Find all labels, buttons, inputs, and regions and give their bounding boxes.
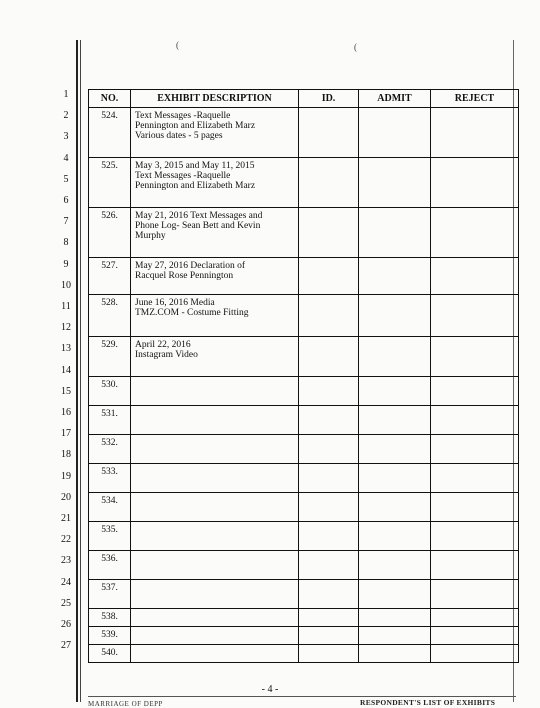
reject-cell [431,493,519,522]
reject-cell [431,108,519,158]
description-line: Text Messages -Raquelle [135,171,231,181]
exhibit-description [131,493,299,522]
line-number: 1 [63,89,69,100]
admit-cell [359,108,431,158]
admit-cell [359,435,431,464]
exhibit-number: 527. [89,258,131,295]
exhibit-number: 524. [89,108,131,158]
table-row [89,627,519,645]
admit-cell [359,580,431,609]
description-line: May 27, 2016 Declaration of [135,261,246,271]
exhibit-number: 530. [89,377,131,406]
line-number: 15 [61,385,71,397]
line-number: 11 [61,301,71,312]
line-number: 4 [63,152,69,164]
exhibit-number: 531. [89,406,131,435]
exhibit-number: 536. [89,551,131,580]
footer-case-name: MARRIAGE OF DEPP [88,700,163,708]
id-cell [299,108,359,158]
table-row [89,645,519,663]
line-number: 9 [63,258,69,270]
id-cell [299,580,359,609]
description-line: April 22, 2016 [135,340,191,350]
admit-cell [359,493,431,522]
exhibit-description [131,406,299,435]
column-header-description: EXHIBIT DESCRIPTION [131,90,299,108]
description-line: Pennington and Elizabeth Marz [135,121,256,131]
admit-cell [359,627,431,645]
exhibit-description [131,337,299,377]
exhibit-description [131,377,299,406]
admit-cell [359,522,431,551]
description-line: June 16, 2016 Media [135,298,215,308]
reject-cell [431,208,519,258]
id-cell [299,377,359,406]
description-line: Phone Log- Sean Bett and Kevin [135,221,261,231]
id-cell [299,295,359,337]
table-row [89,208,519,258]
pleading-left-rule-inner [80,40,81,702]
table-row [89,108,519,158]
column-header-no: NO. [89,90,131,108]
reject-cell [431,377,519,406]
admit-cell [359,377,431,406]
table-row [89,377,519,406]
admit-cell [359,464,431,493]
exhibit-number: 533. [89,464,131,493]
exhibit-table [88,89,519,663]
description-line: TMZ.COM - Costume Fitting [135,308,249,318]
exhibit-number: 537. [89,580,131,609]
exhibit-number: 528. [89,295,131,337]
exhibit-number: 538. [89,609,131,627]
id-cell [299,435,359,464]
line-number: 5 [63,173,69,185]
exhibit-number: 539. [89,627,131,645]
id-cell [299,645,359,663]
line-number: 6 [63,195,69,206]
id-cell [299,158,359,208]
pleading-left-rule [76,40,78,702]
id-cell [299,609,359,627]
line-number: 3 [63,131,69,143]
description-line: Murphy [135,231,166,241]
line-number: 21 [61,513,71,524]
line-number: 23 [61,555,71,567]
table-row [89,295,519,337]
table-row [89,522,519,551]
exhibit-description [131,108,299,158]
table-row [89,551,519,580]
description-line: Text Messages -Raquelle [135,111,231,121]
id-cell [299,551,359,580]
line-number: 25 [61,597,71,609]
exhibit-description [131,551,299,580]
reject-cell [431,464,519,493]
exhibit-description [131,522,299,551]
id-cell [299,493,359,522]
reject-cell [431,295,519,337]
exhibit-description [131,645,299,663]
scan-artifact: ( [354,42,357,52]
description-line: May 21, 2016 Text Messages and [135,211,263,221]
reject-cell [431,645,519,663]
line-number: 19 [61,470,71,482]
table-row [89,337,519,377]
description-line: Instagram Video [135,350,198,360]
reject-cell [431,258,519,295]
admit-cell [359,551,431,580]
exhibit-number: 540. [89,645,131,663]
exhibit-number: 525. [89,158,131,208]
exhibit-description [131,580,299,609]
column-header-reject: REJECT [431,90,519,108]
admit-cell [359,295,431,337]
admit-cell [359,645,431,663]
line-number: 22 [61,534,71,546]
line-number: 2 [63,110,69,122]
column-header-id: ID. [299,90,359,108]
id-cell [299,406,359,435]
admit-cell [359,609,431,627]
id-cell [299,522,359,551]
column-header-admit: ADMIT [359,90,431,108]
admit-cell [359,258,431,295]
id-cell [299,208,359,258]
exhibit-description [131,609,299,627]
reject-cell [431,158,519,208]
reject-cell [431,522,519,551]
exhibit-number: 532. [89,435,131,464]
line-number: 8 [63,237,69,249]
table-row [89,158,519,208]
reject-cell [431,627,519,645]
description-line: Various dates - 5 pages [135,131,223,141]
line-number: 13 [61,343,71,355]
admit-cell [359,406,431,435]
exhibit-number: 526. [89,208,131,258]
exhibit-description [131,464,299,493]
reject-cell [431,551,519,580]
reject-cell [431,337,519,377]
exhibit-number: 535. [89,522,131,551]
exhibit-description [131,158,299,208]
admit-cell [359,158,431,208]
line-number: 20 [61,491,71,503]
table-row [89,609,519,627]
table-row [89,258,519,295]
table-row [89,580,519,609]
page-number: - 4 - [261,684,279,695]
description-line: May 3, 2015 and May 11, 2015 [135,161,255,171]
line-number: 27 [61,640,71,652]
line-number: 17 [61,428,71,440]
footer-divider [88,696,516,697]
id-cell [299,258,359,295]
line-number: 7 [63,216,69,228]
admit-cell [359,337,431,377]
line-number: 24 [61,576,71,588]
scan-artifact: ( [176,40,179,50]
line-number: 10 [61,279,71,291]
exhibit-description [131,295,299,337]
table-row [89,464,519,493]
exhibit-description [131,208,299,258]
exhibit-number: 534. [89,493,131,522]
table-row [89,493,519,522]
line-number: 16 [61,407,71,418]
reject-cell [431,580,519,609]
line-number: 14 [61,364,71,376]
line-number: 18 [61,449,71,461]
exhibit-description [131,435,299,464]
exhibit-description [131,258,299,295]
table-row [89,406,519,435]
reject-cell [431,609,519,627]
admit-cell [359,208,431,258]
reject-cell [431,435,519,464]
id-cell [299,337,359,377]
description-line: Pennington and Elizabeth Marz [135,181,256,191]
footer-document-title: RESPONDENT'S LIST OF EXHIBITS [360,698,496,707]
description-line: Racquel Rose Pennington [135,271,234,281]
table-header-row [89,90,519,108]
line-number: 12 [61,322,71,334]
exhibit-description [131,627,299,645]
id-cell [299,627,359,645]
line-number: 26 [61,619,71,630]
exhibit-number: 529. [89,337,131,377]
reject-cell [431,406,519,435]
id-cell [299,464,359,493]
table-row [89,435,519,464]
